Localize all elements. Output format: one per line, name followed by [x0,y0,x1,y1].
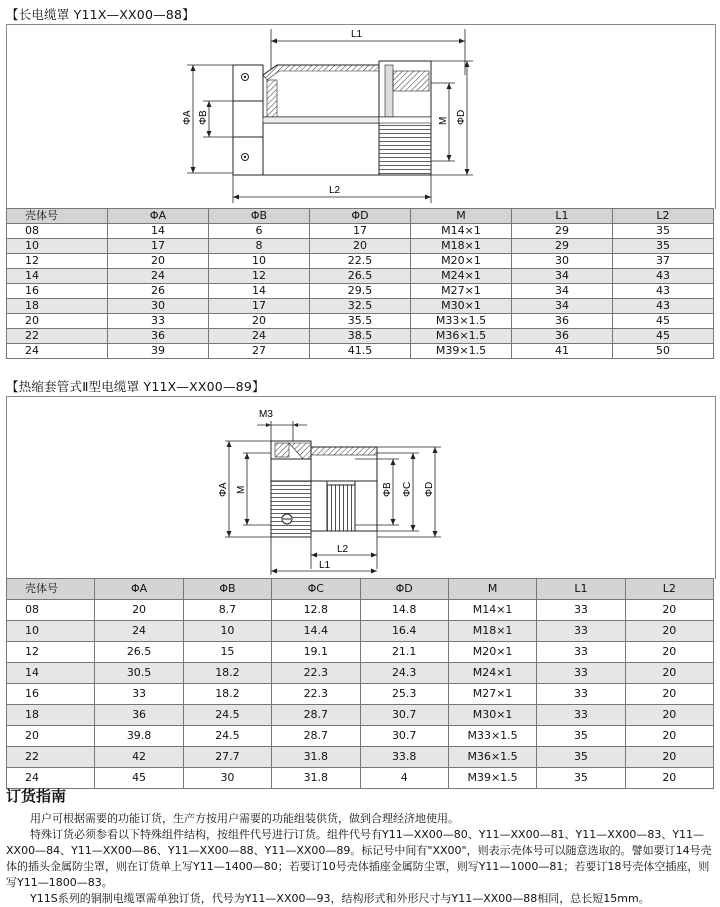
l1b-label: L1 [319,560,331,571]
col-header: L2 [625,579,713,600]
section1-table [6,208,714,359]
cell: 17 [310,224,411,239]
table-row [7,621,714,642]
cell: 12.8 [272,600,360,621]
col-header: ΦD [360,579,448,600]
cell: 24.5 [183,726,271,747]
cell: 30 [512,254,613,269]
phia-label: ΦA [182,110,193,125]
col-header: ΦC [272,579,360,600]
cell: 18 [7,299,108,314]
cell: M18×1 [448,621,536,642]
cell: 22.3 [272,663,360,684]
cell: 34 [512,269,613,284]
cell: 6 [209,224,310,239]
cell: 8.7 [183,600,271,621]
cell: 20 [625,600,713,621]
section1-drawing [6,24,716,209]
cell: 24 [108,269,209,284]
phib-label: ΦB [198,110,209,125]
table-row [7,726,714,747]
cell: 38.5 [310,329,411,344]
cell: 20 [7,314,108,329]
cell: 20 [7,726,95,747]
cell: 24 [95,621,183,642]
table-header-row [7,209,714,224]
cell: M14×1 [411,224,512,239]
cell: M39×1.5 [448,768,536,789]
cell: 22 [7,747,95,768]
cell: 22.3 [272,684,360,705]
cell: 35.5 [310,314,411,329]
table-row [7,314,714,329]
table-row [7,299,714,314]
col-header: M [448,579,536,600]
cell: 33 [537,642,625,663]
table-row [7,254,714,269]
cell: 08 [7,600,95,621]
cell: 20 [625,705,713,726]
cell: 28.7 [272,705,360,726]
cell: 36 [108,329,209,344]
cell: M39×1.5 [411,344,512,359]
cell: M27×1 [448,684,536,705]
cell: 30 [108,299,209,314]
cell: 18.2 [183,684,271,705]
phib2-label: ΦB [382,482,393,497]
ordering-guide-title: 订货指南 [6,787,67,805]
cell: M36×1.5 [411,329,512,344]
cell: 18.2 [183,663,271,684]
cell: 33 [537,684,625,705]
cell: 22 [7,329,108,344]
cell: 29.5 [310,284,411,299]
cell: 20 [95,600,183,621]
table-row [7,284,714,299]
cell: 35 [537,747,625,768]
table-row [7,663,714,684]
cell: 43 [613,299,714,314]
cell: 34 [512,299,613,314]
cell: 10 [7,239,108,254]
cell: 20 [108,254,209,269]
cell: M33×1.5 [448,726,536,747]
table-row [7,642,714,663]
cell: 4 [360,768,448,789]
col-header: ΦD [310,209,411,224]
cell: 08 [7,224,108,239]
cell: 14 [7,269,108,284]
cell: M36×1.5 [448,747,536,768]
cell: 30.7 [360,726,448,747]
cell: 17 [209,299,310,314]
col-header: L2 [613,209,714,224]
cell: 20 [625,768,713,789]
table-row [7,344,714,359]
cell: 32.5 [310,299,411,314]
l2b-label: L2 [337,544,349,555]
cell: 16 [7,684,95,705]
long-cable-cover-drawing [7,25,715,209]
cell: M20×1 [411,254,512,269]
guide-paragraph: Y11S系列的铜制电缆罩需单独订货，代号为Y11—XX00—93，结构形式和外形尺寸与Y11—XX00—88相同，总长短15mm。 [30,892,650,905]
guide-paragraph: 特殊订货必须参看以下特殊组件结构，按组件代号进行订货。组件代号有Y11—XX00—80、Y11—XX00—81、Y11—XX00—83、Y11—XX00—84、Y11—XX00—86、Y11—XX00—88、Y11—XX00—89。标记号中间有"XX00"，则表示壳体号可以随意选取的。譬如要订14号壳体的插头金属防尘罩，则在订货单上写Y11—1400—80；若要订10号壳体插座金属防尘罩，则写Y11—1000—81；若要订18号壳体空插座，则写Y11—1800—83。 [6,828,712,889]
cell: 45 [613,329,714,344]
table-row [7,329,714,344]
cell: 35 [613,224,714,239]
cell: 41 [512,344,613,359]
cell: 24 [209,329,310,344]
cell: 19.1 [272,642,360,663]
cell: 35 [537,768,625,789]
cell: 24.5 [183,705,271,726]
cell: 33 [537,663,625,684]
table-row [7,269,714,284]
cell: 24 [7,344,108,359]
table-header-row [7,579,714,600]
cell: 14 [209,284,310,299]
cell: 29 [512,239,613,254]
cell: 20 [625,621,713,642]
cell: 33 [108,314,209,329]
cell: 14.4 [272,621,360,642]
cell: 10 [209,254,310,269]
table-row [7,768,714,789]
cell: 35 [613,239,714,254]
section2-drawing [6,396,716,579]
cell: 30.7 [360,705,448,726]
cell: 30.5 [95,663,183,684]
cell: 18 [7,705,95,726]
col-header: 壳体号 [7,209,108,224]
cell: 35 [537,726,625,747]
col-header: ΦB [183,579,271,600]
cell: 33.8 [360,747,448,768]
cell: M33×1.5 [411,314,512,329]
cell: 17 [108,239,209,254]
table-row [7,684,714,705]
cell: 24 [7,768,95,789]
cell: 12 [7,254,108,269]
m2-label: M [236,485,247,494]
m3-label: M3 [259,409,273,420]
cell: 39.8 [95,726,183,747]
cell: 27.7 [183,747,271,768]
table-row [7,600,714,621]
cell: 25.3 [360,684,448,705]
cell: M30×1 [448,705,536,726]
cell: 8 [209,239,310,254]
cell: 12 [7,642,95,663]
cell: 14 [108,224,209,239]
cell: 33 [95,684,183,705]
section1-title: 【长电缆罩 Y11X—XX00—88】 [6,7,195,22]
cell: M20×1 [448,642,536,663]
cell: 37 [613,254,714,269]
cell: 50 [613,344,714,359]
phic-label: ΦC [402,481,413,497]
cell: 33 [537,705,625,726]
cell: 12 [209,269,310,284]
cell: 39 [108,344,209,359]
cell: M27×1 [411,284,512,299]
cell: M14×1 [448,600,536,621]
col-header: M [411,209,512,224]
col-header: 壳体号 [7,579,95,600]
cell: 33 [537,600,625,621]
cell: 28.7 [272,726,360,747]
table-row [7,747,714,768]
table-row [7,705,714,726]
cell: 20 [625,642,713,663]
cell: 33 [537,621,625,642]
cell: 43 [613,269,714,284]
cell: 20 [209,314,310,329]
col-header: L1 [537,579,625,600]
cell: 29 [512,224,613,239]
cell: 16.4 [360,621,448,642]
l2-label: L2 [329,185,341,196]
cell: 26.5 [95,642,183,663]
cell: 22.5 [310,254,411,269]
cell: 14.8 [360,600,448,621]
cell: 45 [613,314,714,329]
phia2-label: ΦA [218,482,229,497]
m-label: M [438,116,449,125]
cell: 26.5 [310,269,411,284]
cell: 20 [625,747,713,768]
cell: 21.1 [360,642,448,663]
cell: 20 [625,684,713,705]
cell: 14 [7,663,95,684]
cell: 10 [7,621,95,642]
section2-title: 【热缩套管式Ⅱ型电缆罩 Y11X—XX00—89】 [6,379,265,394]
cell: 27 [209,344,310,359]
cell: 43 [613,284,714,299]
cell: 26 [108,284,209,299]
cell: 15 [183,642,271,663]
cell: 24.3 [360,663,448,684]
cell: M30×1 [411,299,512,314]
phid2-label: ΦD [424,481,435,497]
cell: 20 [625,663,713,684]
phid-label: ΦD [456,109,467,125]
cell: 31.8 [272,747,360,768]
cell: 20 [310,239,411,254]
cell: 30 [183,768,271,789]
col-header: ΦB [209,209,310,224]
col-header: L1 [512,209,613,224]
cell: 31.8 [272,768,360,789]
table-row [7,224,714,239]
cell: 45 [95,768,183,789]
cell: 16 [7,284,108,299]
cell: 42 [95,747,183,768]
cell: 34 [512,284,613,299]
table-row [7,239,714,254]
cell: 36 [512,314,613,329]
col-header: ΦA [95,579,183,600]
cell: M24×1 [411,269,512,284]
guide-paragraph: 用户可根据需要的功能订货，生产方按用户需要的功能组装供货，做到合理经济地使用。 [30,812,459,825]
cell: M18×1 [411,239,512,254]
col-header: ΦA [108,209,209,224]
ordering-guide-text [6,811,714,907]
section2-table [6,578,714,789]
cell: 10 [183,621,271,642]
cell: 36 [512,329,613,344]
cell: 20 [625,726,713,747]
heat-shrink-cable-cover-drawing [7,397,715,579]
cell: 36 [95,705,183,726]
cell: 41.5 [310,344,411,359]
cell: M24×1 [448,663,536,684]
l1-label: L1 [351,29,363,40]
